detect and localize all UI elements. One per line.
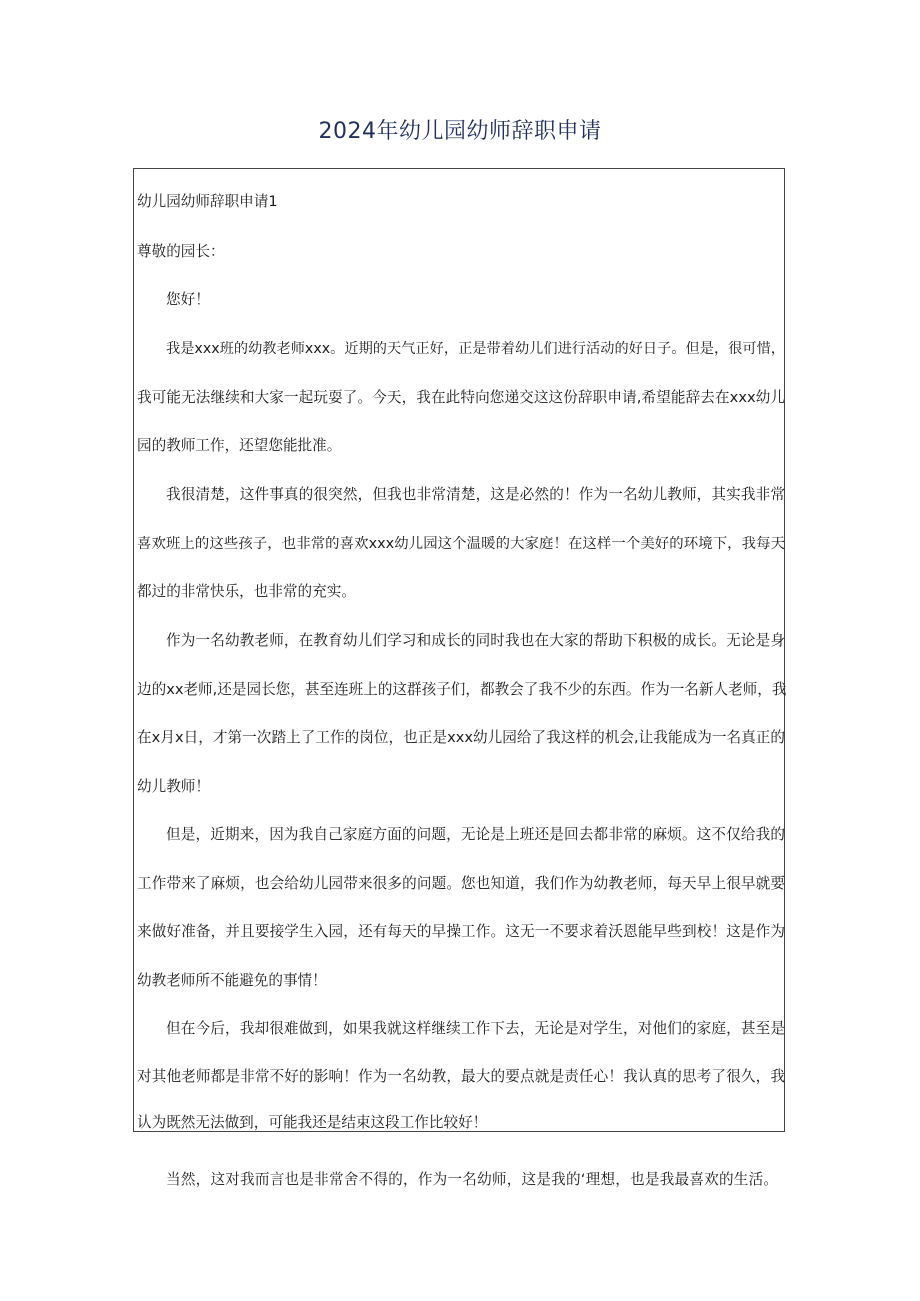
paragraph-2-line-1: 我很清楚，这件事真的很突然，但我也非常清楚，这是必然的！作为一名幼儿教师，其实我非常 [166,486,785,503]
paragraph-5-line-2: 对其他老师都是非常不好的影响！作为一名幼教，最大的要点就是责任心！我认真的思考了很久，我 [137,1068,785,1085]
paragraph-5-line-1: 但在今后，我却很难做到，如果我就这样继续工作下去，无论是对学生，对他们的家庭，甚至是 [166,1020,785,1037]
paragraph-5-line-3: 认为既然无法做到，可能我还是结束这段工作比较好！ [137,1114,488,1131]
paragraph-4-line-3: 来做好准备，并且要接学生入园，还有每天的早操工作。这无一不要求着沃恩能早些到校！这是作为 [137,923,785,940]
paragraph-1-line-1: 我是xxx班的幼教老师xxx。近期的天气正好，正是带着幼儿们进行活动的好日子。但是，很可惜， [166,341,785,357]
salutation: 尊敬的园长： [137,243,225,260]
paragraph-3-line-1: 作为一名幼教老师，在教育幼儿们学习和成长的同时我也在大家的帮助下积极的成长。无论是身 [166,632,785,649]
paragraph-4-line-2: 工作带来了麻烦，也会给幼儿园带来很多的问题。您也知道，我们作为幼教老师，每天早上很早就要 [137,875,785,892]
paragraph-3-line-2: 边的xx老师,还是园长您，甚至连班上的这群孩子们，都教会了我不少的东西。作为一名新人老师，我 [137,681,787,698]
closing-line: 当然，这对我而言也是非常舍不得的，作为一名幼师，这是我的‘理想，也是我最喜欢的生活。 [166,1171,778,1188]
paragraph-1-line-3: 园的教师工作，还望您能批准。 [137,437,342,454]
paragraph-1-line-2: 我可能无法继续和大家一起玩耍了。今天，我在此特向您递交这这份辞职申请,希望能辞去在xxx幼儿 [137,389,785,406]
paragraph-3-line-3: 在x月x日，才第一次踏上了工作的岗位，也正是xxx幼儿园给了我这样的机会,让我能成为一名真正的 [137,729,785,746]
paragraph-2-line-3: 都过的非常快乐，也非常的充实。 [137,583,356,600]
section-heading: 幼儿园幼师辞职申请1 [137,193,278,210]
paragraph-4-line-1: 但是，近期来，因为我自己家庭方面的问题，无论是上班还是回去都非常的麻烦。这不仅给我的 [166,826,785,843]
paragraph-2-line-2: 喜欢班上的这些孩子，也非常的喜欢xxx幼儿园这个温暖的大家庭！在这样一个美好的环境下，我每天 [137,536,785,552]
greeting: 您好！ [166,291,210,308]
paragraph-4-line-4: 幼教老师所不能避免的事情！ [137,972,327,989]
document-title: 2024年幼儿园幼师辞职申请 [318,119,602,144]
paragraph-3-line-4: 幼儿教师！ [137,778,210,795]
